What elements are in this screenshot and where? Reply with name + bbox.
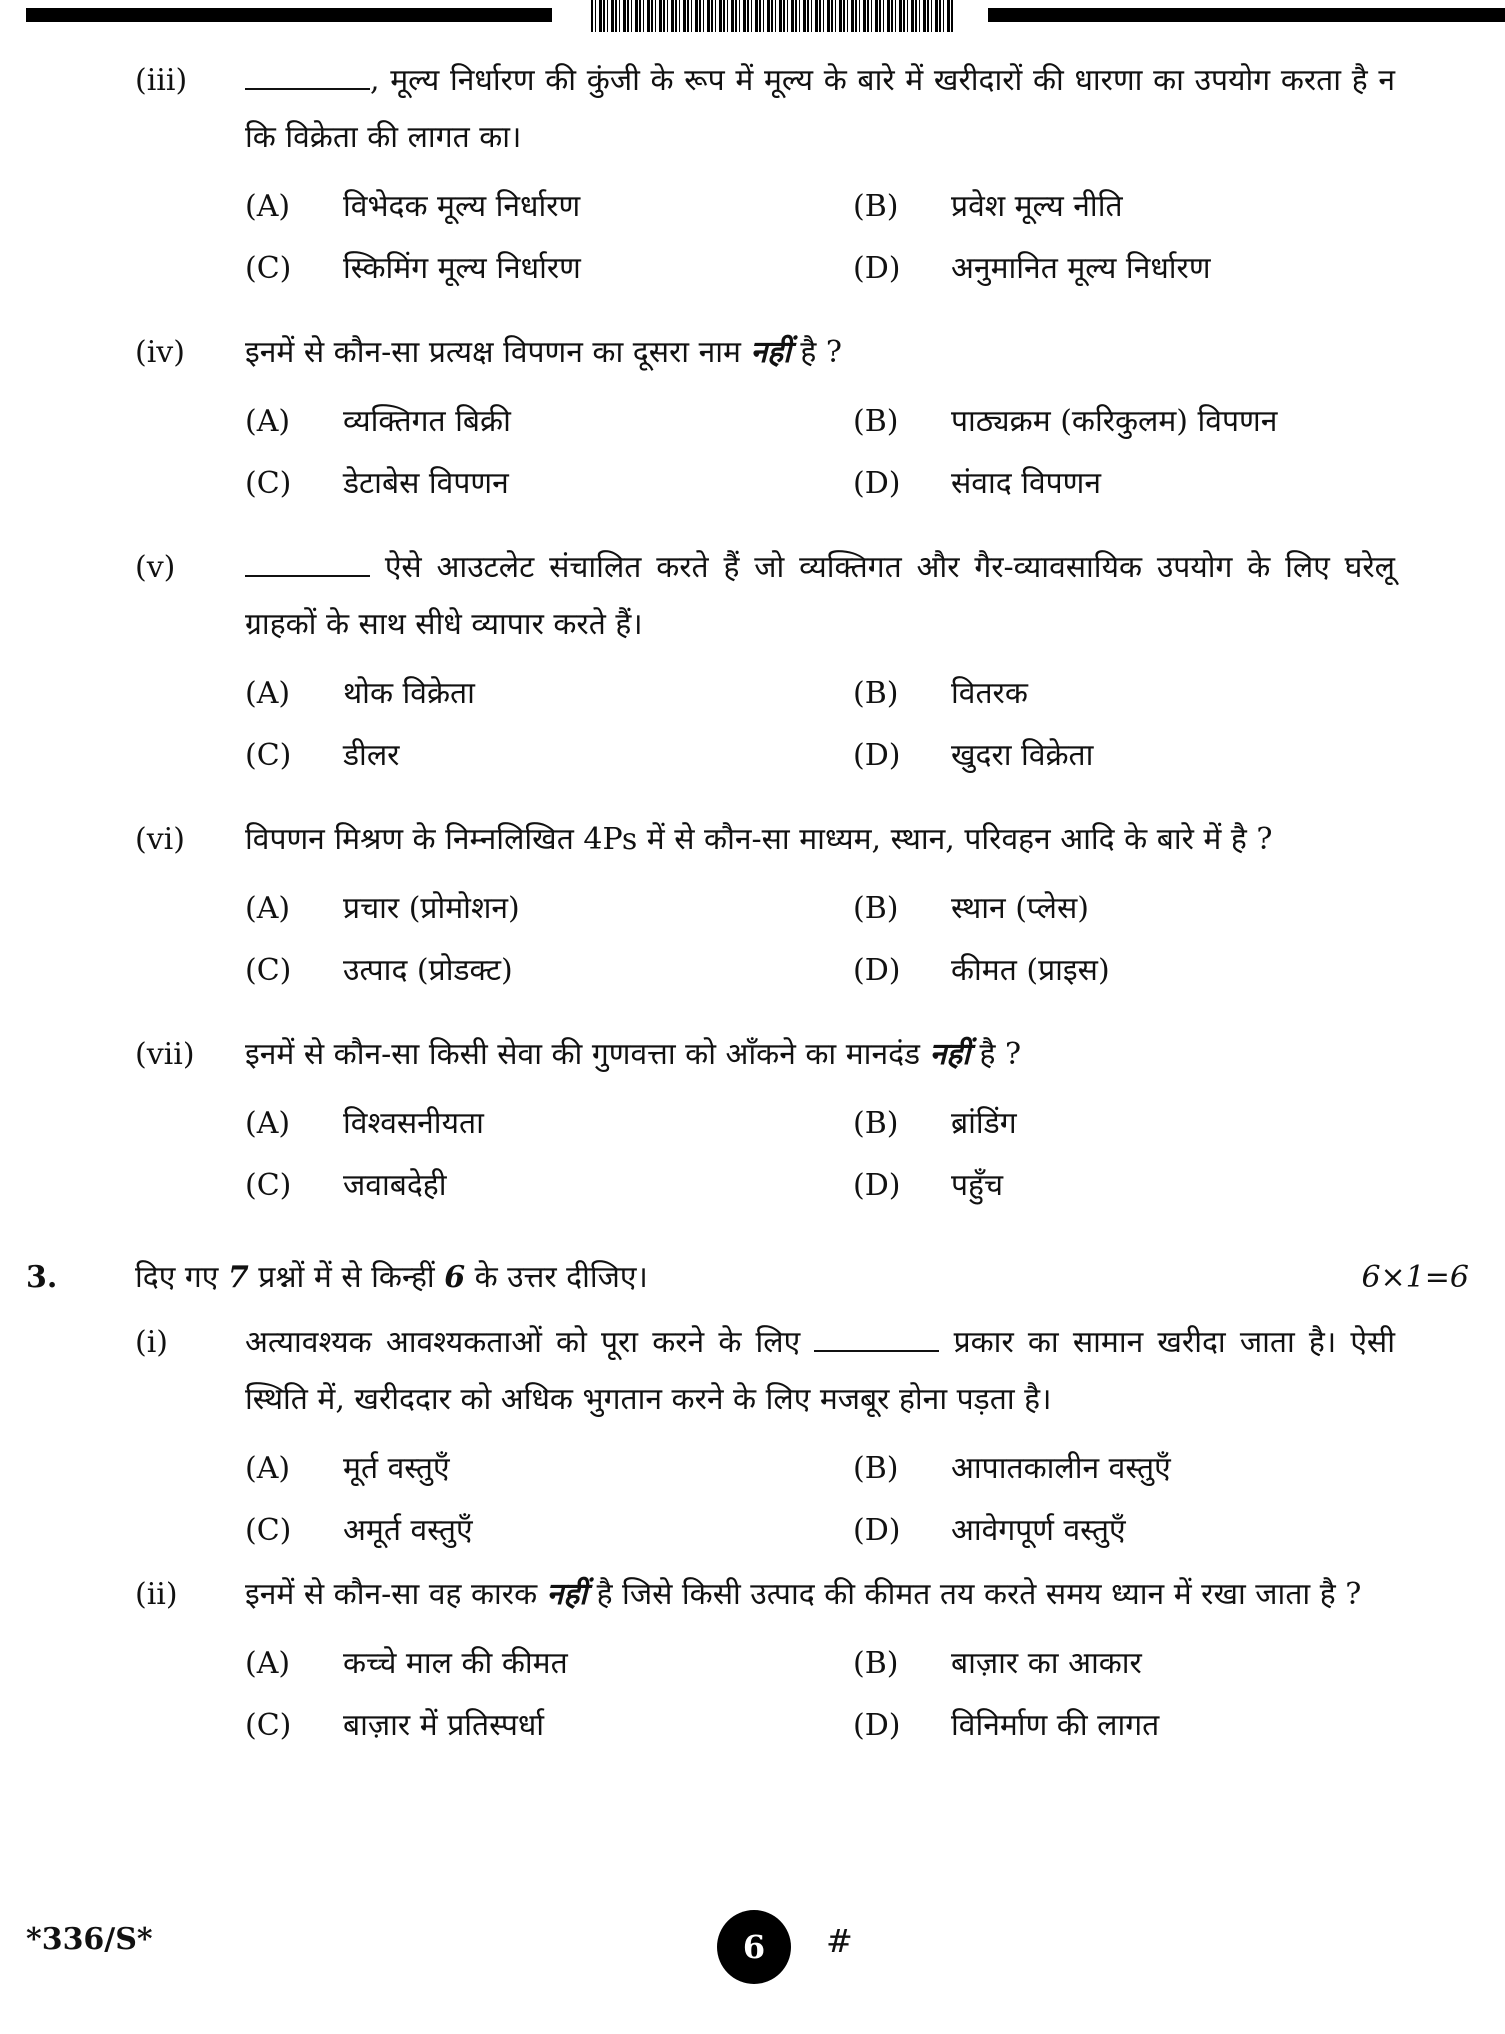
instruction-text: के उत्तर दीजिए।: [474, 1260, 648, 1295]
option-c: [245, 1695, 853, 1757]
paper-code: *336/S*: [26, 1922, 153, 1957]
hash-mark: #: [826, 1922, 853, 1960]
option-a: [245, 1093, 853, 1155]
option-b: [853, 1438, 1395, 1500]
question-text: [245, 324, 1395, 381]
option-text: उत्पाद (प्रोडक्ट): [343, 953, 513, 988]
instruction-count: 7: [227, 1260, 249, 1295]
instruction-text: प्रश्नों में से किन्हीं: [258, 1260, 435, 1295]
option-label: (B): [853, 891, 899, 926]
question-number: (v): [135, 550, 176, 585]
question-iii: [0, 52, 1505, 300]
option-text: संवाद विपणन: [951, 466, 1102, 501]
option-b: [853, 663, 1395, 725]
option-c: [245, 453, 853, 515]
section-number: 3.: [26, 1260, 58, 1295]
question-text: [245, 539, 1395, 653]
option-label: (D): [853, 251, 901, 286]
option-d: [853, 1695, 1395, 1757]
option-label: (C): [245, 1513, 292, 1548]
question-text-part: ऐसे आउटलेट संचालित करते हैं जो व्यक्तिगत और गैर-व्यावसायिक उपयोग के लिए घरेलू ग्राहकों के साथ सीधे व्यापार करते हैं।: [245, 550, 1395, 642]
option-c: [245, 940, 853, 1002]
option-text: बाज़ार में प्रतिस्पर्धा: [343, 1708, 545, 1743]
option-text: व्यक्तिगत बिक्री: [343, 404, 511, 439]
option-b: [853, 1093, 1395, 1155]
option-b: [853, 391, 1395, 453]
option-a: [245, 1438, 853, 1500]
option-text: अमूर्त वस्तुएँ: [343, 1513, 473, 1548]
question-text-part: इनमें से कौन-सा प्रत्यक्ष विपणन का दूसरा नाम: [245, 335, 741, 370]
options: [245, 1093, 1395, 1217]
question-vi: [0, 811, 1505, 1002]
option-label: (D): [853, 1168, 901, 1203]
emphasis: नहीं: [929, 1037, 970, 1072]
option-text: पाठ्यक्रम (करिकुलम) विपणन: [951, 404, 1278, 439]
marks: 6×1=6: [1361, 1260, 1469, 1295]
option-label: (A): [245, 189, 291, 224]
option-a: [245, 391, 853, 453]
option-label: (C): [245, 1168, 292, 1203]
option-a: [245, 663, 853, 725]
option-label: (B): [853, 1451, 899, 1486]
instruction-count: 6: [444, 1260, 466, 1295]
option-text: थोक विक्रेता: [343, 676, 475, 711]
option-text: डीलर: [343, 738, 400, 773]
option-label: (C): [245, 1708, 292, 1743]
option-label: (C): [245, 738, 292, 773]
option-b: [853, 1633, 1395, 1695]
option-label: (B): [853, 676, 899, 711]
question-text-part: प्रकार का सामान खरीदा जाता है। ऐसी स्थिति में, खरीददार को अधिक भुगतान करने के लिए मजबूर होना पड़ता है।: [245, 1325, 1395, 1417]
option-text: मूर्त वस्तुएँ: [343, 1451, 450, 1486]
blank: [245, 62, 370, 90]
option-label: (A): [245, 1106, 291, 1141]
option-label: (D): [853, 953, 901, 988]
option-text: स्थान (प्लेस): [951, 891, 1090, 926]
option-text: स्किमिंग मूल्य निर्धारण: [343, 251, 581, 286]
option-a: [245, 176, 853, 238]
question-vii: [0, 1026, 1505, 1217]
option-label: (D): [853, 738, 901, 773]
emphasis: नहीं: [750, 335, 791, 370]
option-text: खुदरा विक्रेता: [951, 738, 1094, 773]
blank: [245, 549, 370, 577]
option-text: आपातकालीन वस्तुएँ: [951, 1451, 1171, 1486]
page-footer: [0, 1910, 1505, 1980]
option-text: प्रचार (प्रोमोशन): [343, 891, 520, 926]
question-iv: [0, 324, 1505, 515]
option-label: (B): [853, 1106, 899, 1141]
question-text: [245, 52, 1395, 166]
option-text: जवाबदेही: [343, 1168, 447, 1203]
option-label: (A): [245, 1451, 291, 1486]
option-label: (C): [245, 251, 292, 286]
header-bar-right: [988, 8, 1505, 22]
instruction-text: दिए गए: [135, 1260, 219, 1295]
option-label: (B): [853, 189, 899, 224]
question-3-i: [0, 1314, 1505, 1562]
option-label: (B): [853, 1646, 899, 1681]
question-number: (vi): [135, 822, 185, 857]
option-c: [245, 725, 853, 787]
option-b: [853, 878, 1395, 940]
option-c: [245, 1500, 853, 1562]
option-label: (A): [245, 891, 291, 926]
question-number: (iii): [135, 63, 188, 98]
question-text-part: है ?: [800, 335, 842, 370]
options: [245, 878, 1395, 1002]
option-d: [853, 1155, 1395, 1217]
question-text-part: , मूल्य निर्धारण की कुंजी के रूप में मूल्य के बारे में खरीदारों की धारणा का उपयोग करता है न कि विक्रेता की लागत का।: [245, 63, 1395, 155]
header-bar-left: [26, 8, 552, 22]
option-label: (C): [245, 953, 292, 988]
option-a: [245, 878, 853, 940]
option-d: [853, 453, 1395, 515]
blank: [814, 1324, 939, 1352]
question-text-part: है ?: [979, 1037, 1022, 1072]
option-a: [245, 1633, 853, 1695]
barcode: [591, 0, 953, 32]
option-label: (D): [853, 1513, 901, 1548]
option-text: अनुमानित मूल्य निर्धारण: [951, 251, 1211, 286]
options: [245, 176, 1395, 300]
option-label: (A): [245, 1646, 291, 1681]
question-number: (vii): [135, 1037, 195, 1072]
option-c: [245, 238, 853, 300]
option-d: [853, 238, 1395, 300]
option-text: कीमत (प्राइस): [951, 953, 1110, 988]
option-text: डेटाबेस विपणन: [343, 466, 509, 501]
option-text: विभेदक मूल्य निर्धारण: [343, 189, 581, 224]
option-text: प्रवेश मूल्य नीति: [951, 189, 1123, 224]
question-v: [0, 539, 1505, 787]
option-d: [853, 1500, 1395, 1562]
option-label: (D): [853, 1708, 901, 1743]
option-text: विश्वसनीयता: [343, 1106, 484, 1141]
question-text-part: इनमें से कौन-सा किसी सेवा की गुणवत्ता को आँकने का मानदंड: [245, 1037, 921, 1072]
question-text-part: इनमें से कौन-सा वह कारक: [245, 1577, 538, 1612]
options: [245, 663, 1395, 787]
options: [245, 1438, 1395, 1562]
option-text: कच्चे माल की कीमत: [343, 1646, 568, 1681]
emphasis: नहीं: [546, 1577, 588, 1612]
option-label: (D): [853, 466, 901, 501]
option-label: (B): [853, 404, 899, 439]
options: [245, 391, 1395, 515]
option-text: ब्रांडिंग: [951, 1106, 1017, 1141]
question-text-part: अत्यावश्यक आवश्यकताओं को पूरा करने के लिए: [245, 1325, 801, 1360]
option-d: [853, 725, 1395, 787]
question-number: (i): [135, 1325, 169, 1360]
page-number: 6: [717, 1910, 791, 1984]
question-text: विपणन मिश्रण के निम्नलिखित 4Ps में से कौन-सा माध्यम, स्थान, परिवहन आदि के बारे में है ?: [245, 822, 1273, 857]
option-b: [853, 176, 1395, 238]
option-text: वितरक: [951, 676, 1028, 711]
option-d: [853, 940, 1395, 1002]
option-text: बाज़ार का आकार: [951, 1646, 1142, 1681]
option-text: विनिर्माण की लागत: [951, 1708, 1160, 1743]
option-label: (A): [245, 676, 291, 711]
option-c: [245, 1155, 853, 1217]
section-3-header: [0, 1249, 1505, 1306]
options: [245, 1633, 1395, 1757]
option-text: पहुँच: [951, 1168, 1004, 1203]
option-text: आवेगपूर्ण वस्तुएँ: [951, 1513, 1126, 1548]
question-text: [245, 1026, 1395, 1083]
question-text: [245, 1566, 1395, 1623]
option-label: (C): [245, 466, 292, 501]
question-text: [245, 1314, 1395, 1428]
option-label: (A): [245, 404, 291, 439]
question-text-part: है जिसे किसी उत्पाद की कीमत तय करते समय ध्यान में रखा जाता है ?: [596, 1577, 1362, 1612]
question-3-ii: [0, 1566, 1505, 1757]
question-number: (iv): [135, 335, 185, 370]
question-number: (ii): [135, 1577, 178, 1612]
